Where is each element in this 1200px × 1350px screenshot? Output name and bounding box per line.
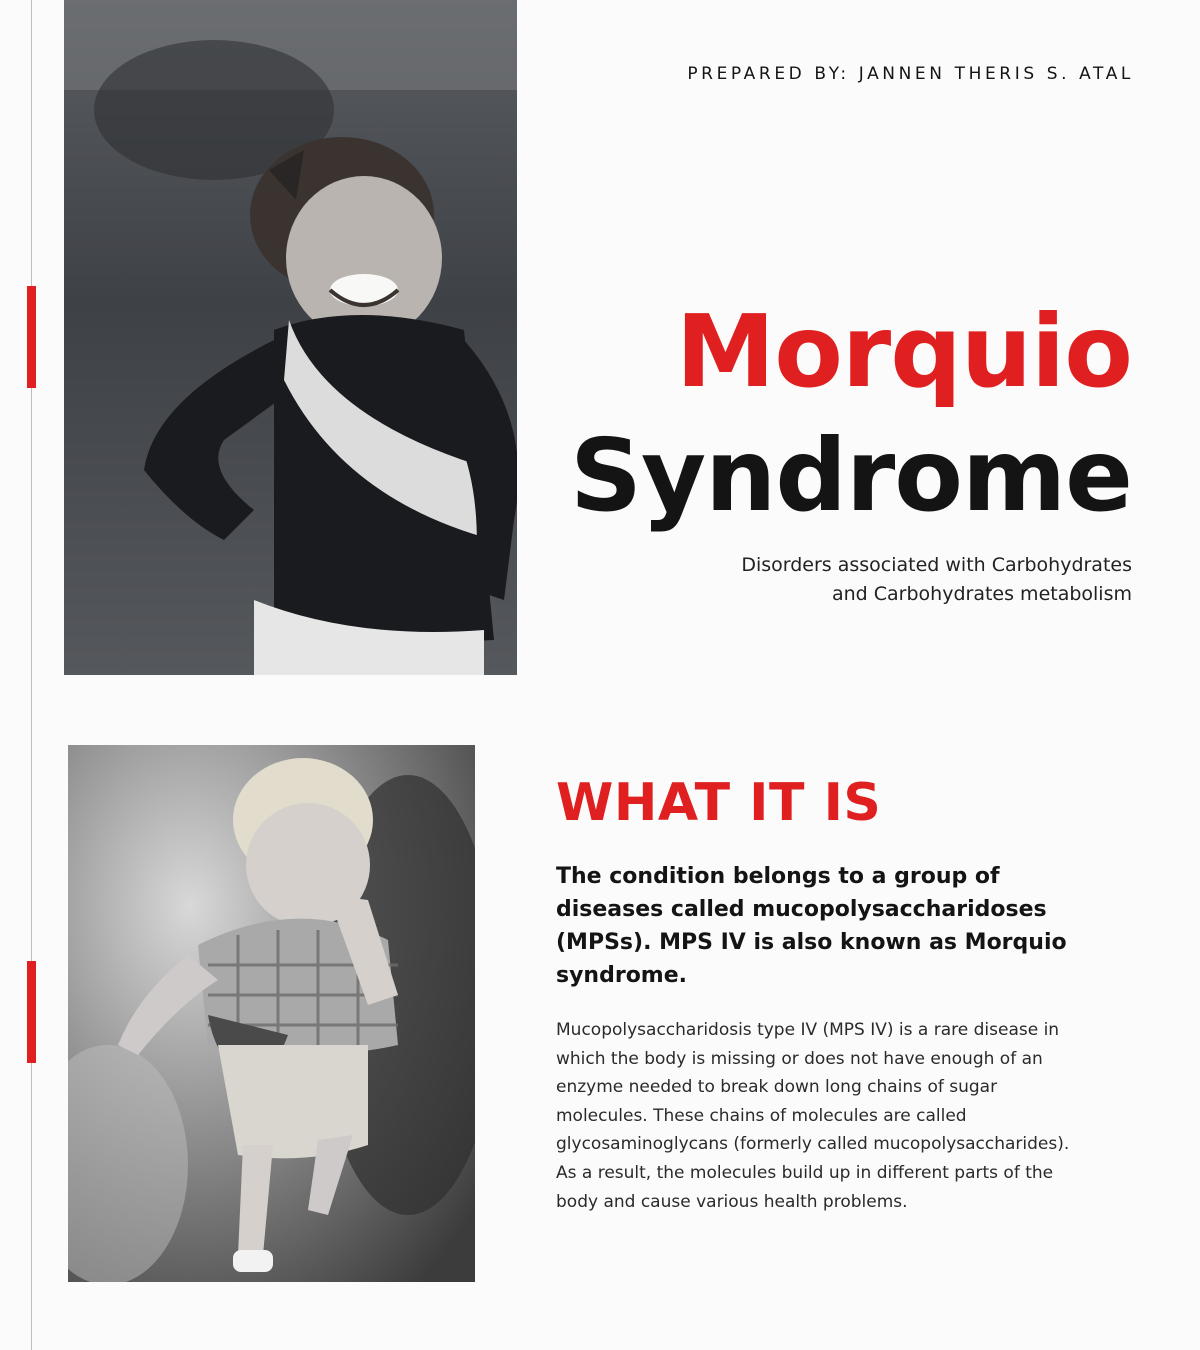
page-title <box>569 293 1132 534</box>
left-rail-line <box>31 0 32 1350</box>
left-rail-accent-bottom <box>27 961 36 1063</box>
subtitle-line-2: and Carbohydrates metabolism <box>831 583 1132 605</box>
title-line-2: Syndrome <box>569 417 1132 534</box>
section-lead: The condition belongs to a group of diseases called mucopolysaccharidoses (MPSs). MPS IV is also known as Morquio syndrome. <box>556 864 1067 988</box>
page-subtitle <box>741 551 1132 609</box>
section-heading: WHAT IT IS <box>556 773 882 833</box>
section-body: Mucopolysaccharidosis type IV (MPS IV) is a rare disease in which the body is missing or does not have enough of an enzyme needed to break down long chains of sugar molecules. These chains of molecules are called glycosaminoglycans (formerly called mucopolysaccharides). As a result, the molecules build up in different parts of the body and cause various health problems. <box>556 1020 1070 1212</box>
title-line-1: Morquio <box>675 293 1132 410</box>
prepared-by-credit: PREPARED BY: JANNEN THERIS S. ATAL <box>687 64 1134 84</box>
photo-girl <box>64 0 517 675</box>
left-rail-accent-top <box>27 286 36 388</box>
photo-toddler <box>68 745 475 1282</box>
subtitle-line-1: Disorders associated with Carbohydrates <box>741 554 1132 576</box>
